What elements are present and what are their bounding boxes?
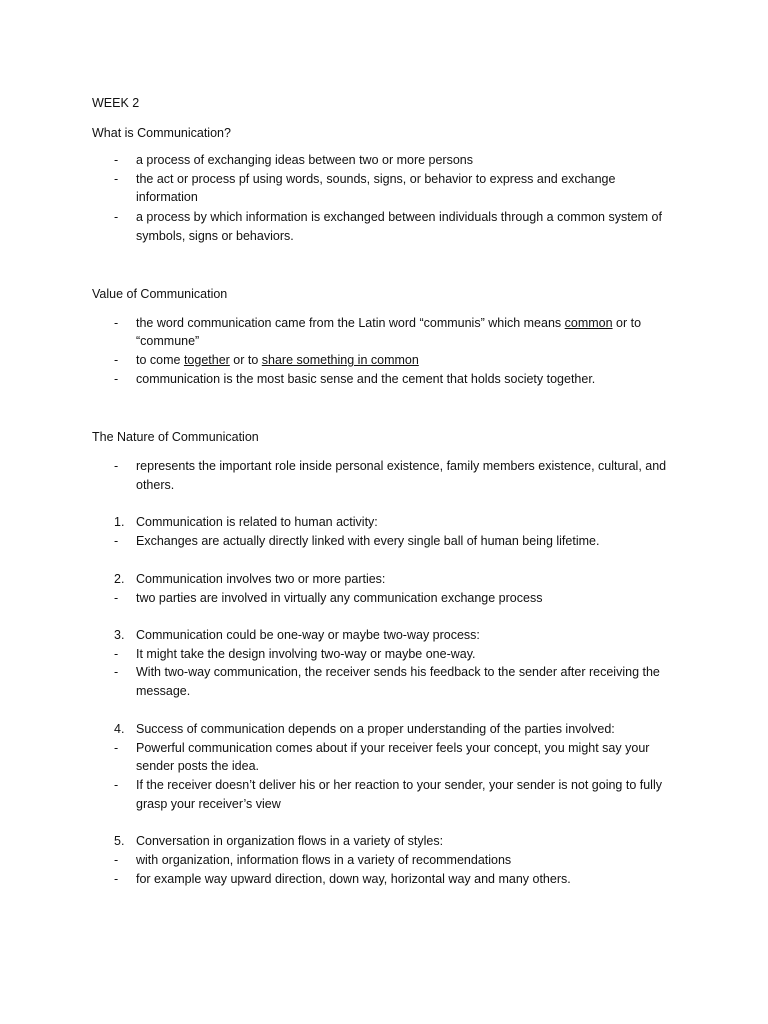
bullet-text: with organization, information flows in a variety of recommendations [136, 853, 512, 867]
bullet-dash: - [114, 853, 119, 867]
text-run: or to [612, 316, 642, 330]
item-number: 4. [114, 722, 125, 736]
bullet-dash: - [114, 741, 119, 755]
section-heading-nature-of-communication: The Nature of Communication [92, 430, 259, 444]
item-number: 3. [114, 628, 125, 642]
bullet-text: the act or process pf using words, sounds, signs, or behavior to express and exchange [136, 172, 616, 186]
bullet-dash: - [114, 647, 119, 661]
bullet-text: information [136, 190, 198, 204]
bullet-dash: - [114, 210, 119, 224]
bullet-text: With two-way communication, the receiver sends his feedback to the sender after receiving the [136, 665, 660, 679]
bullet-text: grasp your receiver’s view [136, 797, 281, 811]
item-title: Success of communication depends on a proper understanding of the parties involved: [136, 722, 615, 736]
bullet-text: communication is the most basic sense and the cement that holds society together. [136, 372, 596, 386]
bullet-text: a process of exchanging ideas between two or more persons [136, 153, 473, 167]
underlined-word: common [564, 316, 613, 330]
bullet-dash: - [114, 778, 119, 792]
bullet-text: represents the important role inside personal existence, family members existence, cultural, and [136, 459, 667, 473]
item-title: Conversation in organization flows in a variety of styles: [136, 834, 444, 848]
bullet-dash: - [114, 872, 119, 886]
bullet-text: others. [136, 478, 175, 492]
item-title: Communication could be one-way or maybe two-way process: [136, 628, 480, 642]
bullet-text: Powerful communication comes about if your receiver feels your concept, you might say your [136, 741, 650, 755]
bullet-text: “commune” [136, 334, 200, 348]
item-number: 1. [114, 515, 125, 529]
bullet-text: for example way upward direction, down way, horizontal way and many others. [136, 872, 571, 886]
item-title: Communication is related to human activity: [136, 515, 378, 529]
text-run: or to [229, 353, 262, 367]
item-number: 2. [114, 572, 125, 586]
bullet-text: a process by which information is exchanged between individuals through a common system of [136, 210, 662, 224]
bullet-text: If the receiver doesn’t deliver his or her reaction to your sender, your sender is not going to fully [136, 778, 662, 792]
text-run: the word communication came from the Latin word “communis” which means [136, 316, 565, 330]
bullet-text: symbols, signs or behaviors. [136, 229, 294, 243]
item-number: 5. [114, 834, 125, 848]
bullet-text: two parties are involved in virtually any communication exchange process [136, 591, 543, 605]
section-heading-what-is-communication: What is Communication? [92, 126, 231, 140]
bullet-dash: - [114, 153, 119, 167]
bullet-dash: - [114, 316, 119, 330]
bullet-text: It might take the design involving two-way or maybe one-way. [136, 647, 476, 661]
underlined-phrase: share something in common [261, 353, 419, 367]
section-heading-value-of-communication: Value of Communication [92, 287, 228, 301]
bullet-text [136, 351, 696, 370]
bullet-dash: - [114, 534, 119, 548]
item-title: Communication involves two or more parties: [136, 572, 386, 586]
bullet-text: message. [136, 684, 191, 698]
bullet-dash: - [114, 372, 119, 386]
bullet-dash: - [114, 665, 119, 679]
bullet-dash: - [114, 459, 119, 473]
week-heading: WEEK 2 [92, 96, 140, 110]
bullet-text: sender posts the idea. [136, 759, 259, 773]
bullet-dash: - [114, 591, 119, 605]
bullet-dash: - [114, 353, 119, 367]
bullet-text: Exchanges are actually directly linked with every single ball of human being lifetime. [136, 534, 600, 548]
bullet-dash: - [114, 172, 119, 186]
text-run: to come [136, 353, 184, 367]
bullet-text [136, 314, 696, 333]
underlined-word: together [183, 353, 230, 367]
